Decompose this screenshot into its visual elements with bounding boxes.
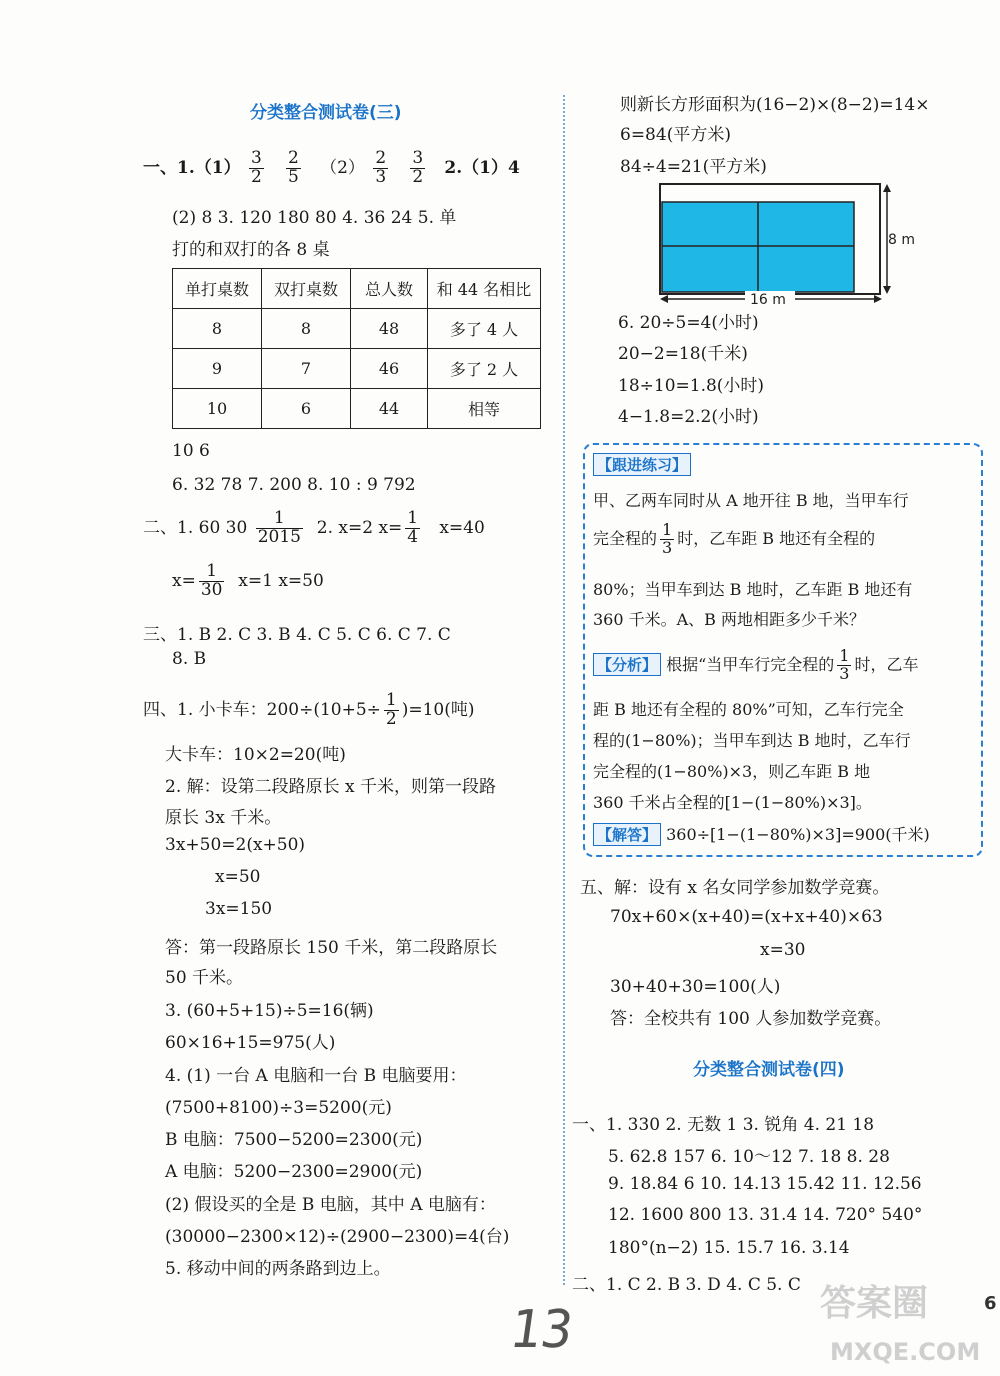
right-top-line: 则新长方形面积为(16−2)×(8−2)=14× (620, 95, 930, 115)
tag-practice: 【跟进练习】 (593, 453, 691, 476)
table-cell: 6 (262, 389, 351, 429)
table-row (173, 309, 541, 349)
s6-line: 20−2=18(千米) (618, 344, 748, 364)
t4-line: 180°(n−2) 15. 15.7 16. 3.14 (608, 1238, 850, 1258)
box-line: 360 千米。A、B 两地相距多少千米？ (593, 610, 866, 629)
box-line: 360 千米占全程的[1−(1−80%)×3]。 (593, 793, 872, 812)
s1-line3: 打的和双打的各 8 桌 (172, 240, 330, 260)
table-cell: 44 (351, 389, 428, 429)
t4-line: 12. 1600 800 13. 31.4 14. 720° 540° (608, 1205, 923, 1225)
s2-line1: 二、1. 60 30 $\frac{1}{2015}$ 2. x=2 x= $\frac{1}{4}$ x=40 (143, 508, 485, 547)
s4-line: 大卡车：10×2=20(吨) (165, 745, 346, 765)
s3-line2: 8. B (172, 649, 207, 669)
s5-line: 五、解：设有 x 名女同学参加数学竞赛。 (580, 878, 890, 898)
table-cell: 多了 2 人 (428, 349, 541, 389)
rectangle-figure (650, 180, 920, 310)
s4-line: 2. 解：设第二段路原长 x 千米，则第一段路 (165, 777, 497, 797)
table-row (173, 389, 541, 429)
fraction: $\frac{1}{3}$ (662, 520, 673, 557)
section-title-3: 分类整合测试卷(三) (250, 103, 402, 123)
table-cell: 9 (173, 349, 262, 389)
t4-line: 二、1. C 2. B 3. D 4. C 5. C (572, 1275, 801, 1295)
page-number: 6 (984, 1293, 997, 1314)
box-line: 【解答】 360÷[1−(1−80%)×3]=900(千米) (593, 822, 930, 846)
t4-line: 5. 62.8 157 6. 10～12 7. 18 8. 28 (608, 1147, 890, 1167)
arrow-head (660, 295, 668, 303)
s1-line2: (2) 8 3. 120 180 80 4. 36 24 5. 单 (172, 208, 457, 228)
box-line: 完全程的 $\frac{1}{3}$ 时，乙车距 B 地还有全程的 (593, 520, 876, 557)
table-cell: 多了 4 人 (428, 309, 541, 349)
right-top-line: 84÷4=21(平方米) (620, 157, 767, 177)
fraction: $\frac{1}{30}$ (200, 561, 223, 600)
box-line: 80%；当甲车到达 B 地时，乙车距 B 地还有 (593, 580, 913, 599)
s4-line1: 四、1. 小卡车：200÷(10+5÷ $\frac{1}{2}$ )=10(吨) (143, 690, 475, 729)
s4-line: 60×16+15=975(人) (165, 1033, 336, 1053)
table-cell: 48 (351, 309, 428, 349)
s4-line: 3x=150 (205, 899, 273, 919)
s4-line: 3. (60+5+15)÷5=16(辆) (165, 1001, 374, 1021)
fraction: $\frac{1}{3}$ (839, 646, 850, 683)
box-line: 完全程的(1−80%)×3，则乙车距 B 地 (593, 762, 871, 781)
box-line: 程的(1−80%)；当甲车到达 B 地时，乙车行 (593, 731, 911, 750)
s3-line1: 三、1. B 2. C 3. B 4. C 5. C 6. C 7. C (143, 625, 451, 645)
fraction: $\frac{1}{4}$ (407, 508, 419, 547)
width-label: 16 m (750, 292, 786, 308)
fraction: $\frac{3}{2}$ (250, 148, 262, 187)
table-cell: 7 (262, 349, 351, 389)
arrow-head (883, 286, 891, 294)
s6-line: 4−1.8=2.2(小时) (618, 407, 759, 427)
s4-line: B 电脑：7500−5200=2300(元) (165, 1130, 423, 1150)
s4-line: x=50 (215, 867, 261, 887)
fraction: $\frac{1}{2}$ (385, 690, 397, 729)
table-header-row (173, 269, 541, 309)
arrow-head (874, 295, 882, 303)
s4-line: 5. 移动中间的两条路到边上。 (165, 1259, 391, 1279)
watermark-logo: 答案圈 (820, 1283, 929, 1324)
table-header: 双打桌数 (262, 269, 351, 309)
fraction: $\frac{2}{3}$ (375, 148, 387, 187)
column-divider (563, 95, 565, 1285)
s4-line: 50 千米。 (165, 968, 244, 988)
box-line: 距 B 地还有全程的 80%”可知，乙车行完全 (593, 700, 904, 719)
box-line: 【分析】 根据“当甲车行完全程的 $\frac{1}{3}$ 时，乙车 (593, 648, 919, 683)
s5-line: 答：全校共有 100 人参加数学竞赛。 (610, 1009, 892, 1029)
watermark-url: MXQE.COM (830, 1338, 981, 1366)
s1-line5: 6. 32 78 7. 200 8. 10 : 9 792 (172, 475, 416, 495)
s6-line: 18÷10=1.8(小时) (618, 376, 765, 396)
s1-line1: 一、1.（1） $\frac{3}{2}$ $\frac{2}{5}$ （2） $\frac{2}{3}$ $\frac{3}{2}$ 2.（1）4 (143, 148, 520, 187)
table-header: 和 44 名相比 (428, 269, 541, 309)
table-cell: 相等 (428, 389, 541, 429)
fraction: $\frac{1}{2015}$ (257, 508, 301, 547)
right-top-line: 6=84(平方米) (620, 125, 731, 145)
s2-line2: x= $\frac{1}{30}$ x=1 x=50 (172, 561, 324, 600)
table-cell: 8 (262, 309, 351, 349)
answer-table (172, 268, 541, 429)
table-header: 总人数 (351, 269, 428, 309)
s4-line: 答：第一段路原长 150 千米，第二段路原长 (165, 938, 498, 958)
t4-line: 一、1. 330 2. 无数 1 3. 锐角 4. 21 18 (572, 1115, 875, 1135)
table-row (173, 349, 541, 389)
s5-line: 70x+60×(x+40)=(x+x+40)×63 (610, 907, 883, 927)
height-label: 8 m (888, 232, 915, 248)
s4-line: A 电脑：5200−2300=2900(元) (165, 1162, 423, 1182)
s4-line: 3x+50=2(x+50) (165, 835, 306, 855)
fraction: $\frac{2}{5}$ (288, 148, 299, 187)
fraction: $\frac{3}{2}$ (412, 148, 424, 187)
s6-line: 6. 20÷5=4(小时) (618, 313, 759, 333)
s5-line: 30+40+30=100(人) (610, 977, 781, 997)
s5-line: x=30 (760, 940, 806, 960)
s4-line: 4. (1) 一台 A 电脑和一台 B 电脑要用： (165, 1066, 467, 1086)
s4-line: 原长 3x 千米。 (165, 808, 282, 828)
s4-line: (30000−2300×12)÷(2900−2300)=4(台) (165, 1227, 510, 1247)
table-cell: 10 (173, 389, 262, 429)
s4-line: (7500+8100)÷3=5200(元) (165, 1098, 392, 1118)
table-cell: 8 (173, 309, 262, 349)
table-cell: 46 (351, 349, 428, 389)
s4-line: (2) 假设买的全是 B 电脑，其中 A 电脑有： (165, 1195, 496, 1215)
box-line: 甲、乙两车同时从 A 地开往 B 地，当甲车行 (593, 491, 909, 510)
t4-line: 9. 18.84 6 10. 14.13 15.42 11. 12.56 (608, 1174, 922, 1194)
handwritten-number: 13 (505, 1300, 577, 1360)
table-header: 单打桌数 (173, 269, 262, 309)
s1-line4: 10 6 (172, 441, 210, 461)
arrow-head (883, 184, 891, 192)
section-title-4: 分类整合测试卷(四) (693, 1060, 845, 1080)
